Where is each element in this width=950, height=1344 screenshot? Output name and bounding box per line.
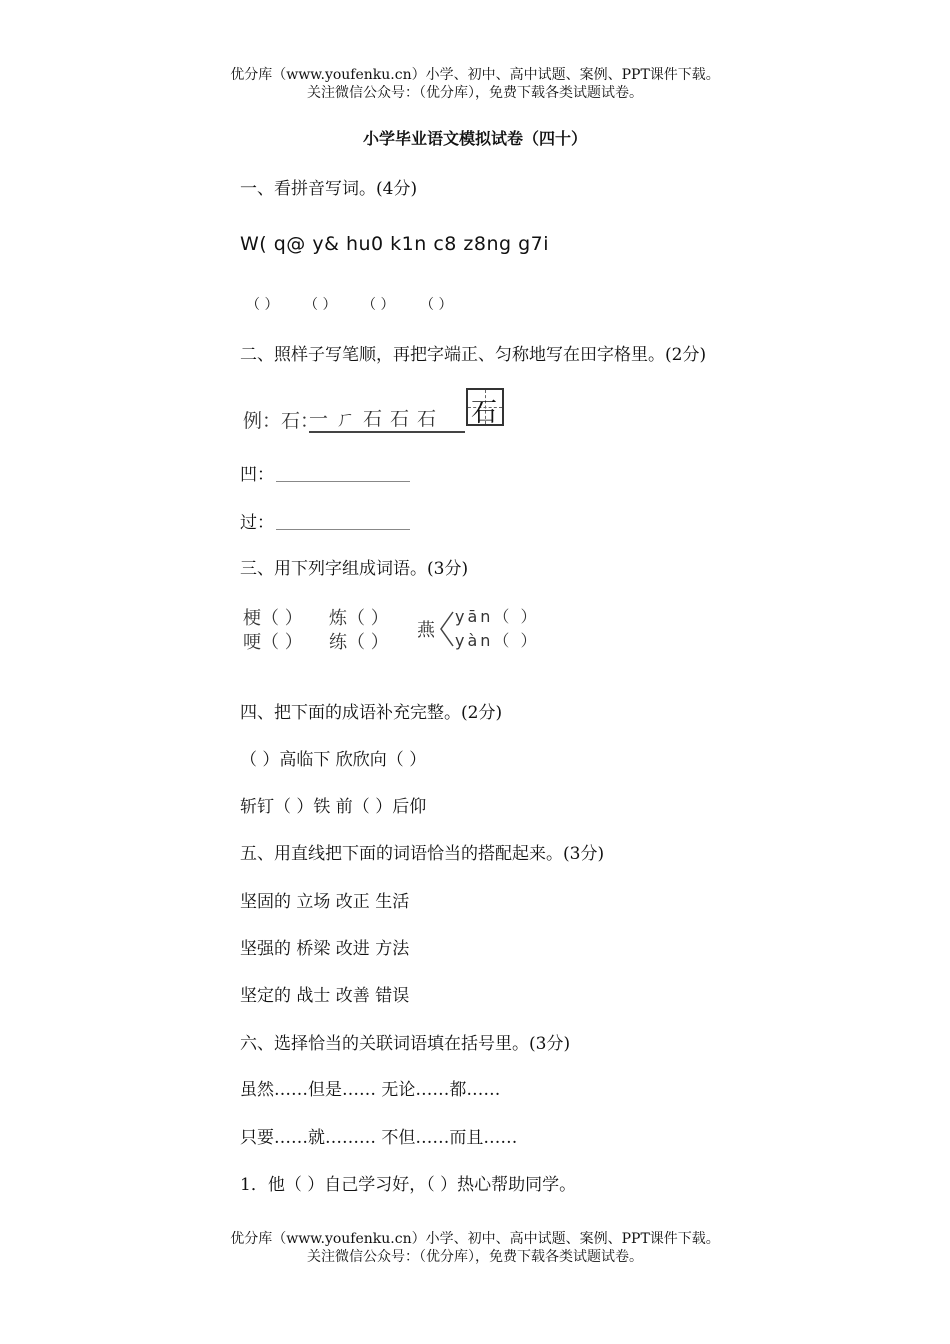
q2-char-1-blank	[276, 465, 410, 482]
page-title: 小学毕业语文模拟试卷（四十）	[362, 129, 587, 148]
q1-paren-1: （ ）	[246, 297, 279, 313]
q3-a2: 哽（ ）	[243, 632, 303, 653]
example-label: 例：石：	[243, 410, 320, 432]
q6-item-1: 1．他（ ）自己学习好，（ ）热心帮助同学。	[240, 1175, 577, 1195]
page-footer	[0, 1230, 950, 1266]
q5-row-1: 坚固的 立场 改正 生活	[240, 892, 410, 912]
q2-heading: 二、照样子写笔顺，再把字端正、匀称地写在田字格里。(2分)	[240, 345, 707, 365]
q3-b1: 炼（ ）	[329, 608, 389, 629]
bracket-icon	[439, 610, 455, 648]
q3-b2: 练（ ）	[329, 632, 389, 653]
q6-heading: 六、选择恰当的关联词语填在括号里。(3分)	[240, 1034, 571, 1054]
q1-paren-3: （ ）	[362, 297, 395, 313]
q4-row-1: （ ）高临下 欣欣向（ ）	[240, 750, 427, 770]
q3-heading: 三、用下列字组成词语。(3分)	[240, 559, 469, 579]
q2-char-2-blank	[276, 513, 410, 530]
q4-heading: 四、把下面的成语补充完整。(2分)	[240, 703, 503, 723]
q5-heading: 五、用直线把下面的词语恰当的搭配起来。(3分)	[240, 844, 605, 864]
q2-char-1-label: 凹：	[240, 465, 274, 485]
q1-paren-2: （ ）	[304, 297, 337, 313]
tian-grid-char: 石	[471, 398, 498, 428]
stroke-order-example	[243, 388, 513, 432]
q1-pinyin: W( q@ y& hu0 k1n c8 z8ng g7i	[240, 233, 550, 255]
q6-row-2: 只要……就……… 不但……而且……	[240, 1128, 518, 1148]
tian-grid-box	[466, 388, 504, 426]
q2-char-2-label: 过：	[240, 513, 274, 533]
example-strokes: 一ㄏ石石石	[309, 404, 465, 433]
q5-row-2: 坚强的 桥梁 改进 方法	[240, 939, 410, 959]
header-line-2: 关注微信公众号：（优分库），免费下载各类试题试卷。	[307, 85, 643, 101]
footer-line-1: 优分库（www.youfenku.cn）小学、初中、高中试题、案例、PPT课件下载。	[230, 1231, 720, 1247]
q5-row-3: 坚定的 战士 改善 错误	[240, 986, 410, 1006]
header-line-1: 优分库（www.youfenku.cn）小学、初中、高中试题、案例、PPT课件下载。	[230, 67, 720, 83]
page-header	[0, 66, 950, 102]
q2-char-2	[240, 508, 410, 533]
q3-c2: yàn（ ）	[455, 631, 540, 650]
q1-heading: 一、看拼音写词。(4分)	[240, 179, 418, 199]
q3-a1: 梗（ ）	[243, 608, 303, 629]
q2-char-1	[240, 460, 410, 485]
footer-line-2: 关注微信公众号：（优分库），免费下载各类试题试卷。	[307, 1249, 643, 1265]
q1-paren-4: （ ）	[420, 297, 453, 313]
q3-c1: yān（ ）	[455, 607, 540, 626]
q3-word-group	[243, 600, 563, 660]
q3-c: 燕	[417, 620, 435, 641]
q6-row-1: 虽然……但是…… 无论……都……	[240, 1080, 501, 1100]
q4-row-2: 斩钉（ ）铁 前（ ）后仰	[240, 797, 427, 817]
